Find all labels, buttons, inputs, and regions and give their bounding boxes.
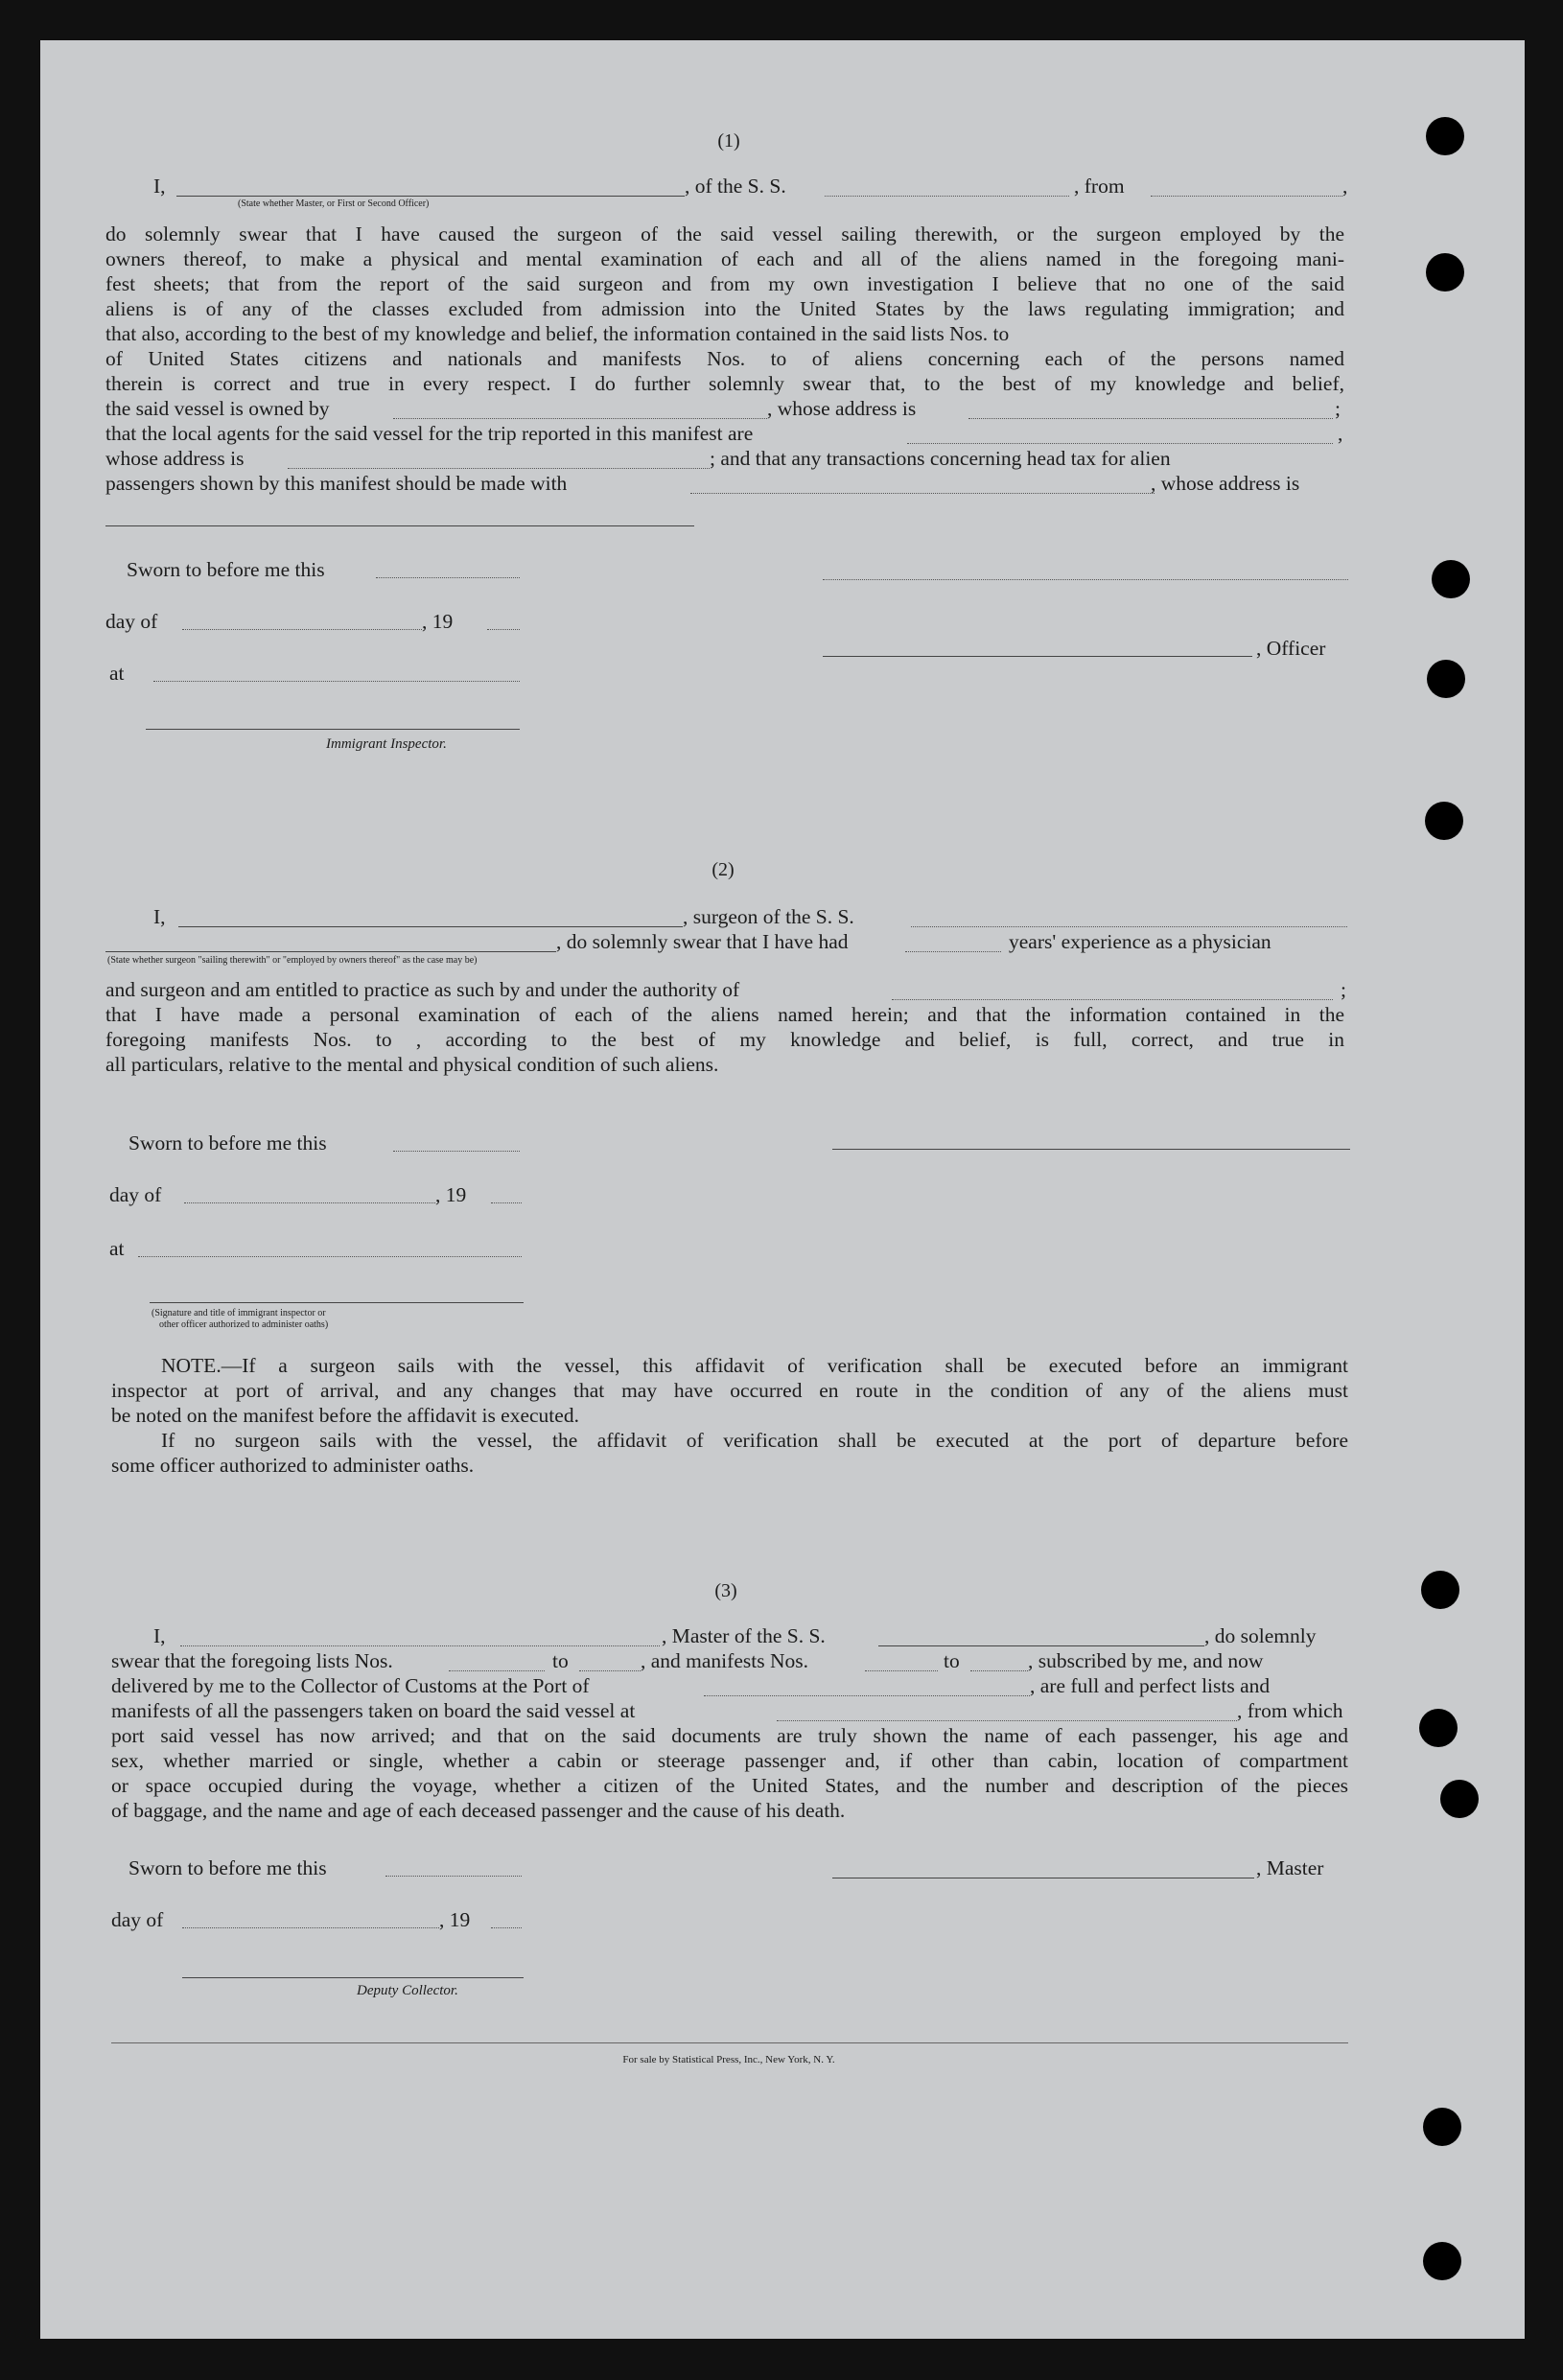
semicolon: ; bbox=[1335, 397, 1341, 420]
passengers-label: passengers shown by this manifest should be made with bbox=[105, 472, 568, 495]
oath-line-1: do solemnly swear that I have caused the surgeon of the said vessel sailing therewith, or the surgeon employed by the bbox=[105, 222, 1344, 245]
note-line-1: NOTE.—If a surgeon sails with the vessel, this affidavit of verification shall be executed before an immigrant bbox=[161, 1354, 1348, 1377]
delivered-label: delivered by me to the Collector of Customs at the Port of bbox=[111, 1674, 590, 1697]
at-line bbox=[138, 1256, 522, 1257]
day-line bbox=[184, 1202, 435, 1203]
from-port-line bbox=[1151, 196, 1342, 197]
year-line bbox=[487, 629, 520, 630]
oath-line-6: of United States citizens and nationals and manifests Nos. to of aliens concerning each of the persons named bbox=[105, 347, 1344, 370]
inspector-signature-line bbox=[150, 1302, 524, 1303]
i-label: I, bbox=[153, 175, 166, 198]
master-of-label: , Master of the S. S. bbox=[662, 1624, 826, 1647]
officer-label: , Officer bbox=[1256, 637, 1326, 660]
surgeon-signature-line bbox=[832, 1149, 1350, 1150]
agents-line bbox=[907, 443, 1333, 444]
authority-line bbox=[892, 999, 1333, 1000]
swear-lists-label: swear that the foregoing lists Nos. bbox=[111, 1649, 393, 1672]
oath-line-4: aliens is of any of the classes excluded from admission into the United States by the laws regulating immigration; and bbox=[105, 297, 1344, 320]
oath-line-5: that also, according to the best of my knowledge and belief, the information contained in the said lists Nos. to bbox=[105, 322, 1010, 345]
lists-from-line bbox=[449, 1670, 545, 1671]
master-vessel-line bbox=[878, 1645, 1204, 1646]
punch-hole bbox=[1426, 253, 1464, 292]
note2-line-1: If no surgeon sails with the vessel, the affidavit of verification shall be executed at the port of departure before bbox=[161, 1429, 1348, 1452]
manifests-all-label: manifests of all the passengers taken on board the said vessel at bbox=[111, 1699, 636, 1722]
from-which-label: , from which bbox=[1237, 1699, 1343, 1722]
day-line bbox=[182, 1927, 439, 1928]
sworn-line bbox=[376, 577, 520, 578]
year-label: , 19 bbox=[435, 1183, 467, 1206]
comma: , bbox=[1338, 422, 1343, 445]
head-tax-address-line bbox=[105, 525, 694, 526]
officer-name-line bbox=[176, 196, 685, 197]
solemnly-label: , do solemnly swear that I have had bbox=[556, 930, 849, 953]
whose-address-label: , whose address is bbox=[767, 397, 917, 420]
officer-caption: (State whether Master, or First or Second Officer) bbox=[238, 198, 430, 209]
day-of-label: day of bbox=[111, 1908, 164, 1931]
vessel-name-line bbox=[825, 196, 1069, 197]
embark-port-line bbox=[777, 1720, 1237, 1721]
day-line bbox=[182, 629, 422, 630]
surgeon-name-line bbox=[178, 926, 683, 927]
to-label: to bbox=[944, 1649, 960, 1672]
printer-credit: For sale by Statistical Press, Inc., New York, N. Y. bbox=[622, 2054, 835, 2065]
years-line bbox=[905, 951, 1001, 952]
inspector-caption: Immigrant Inspector. bbox=[326, 736, 447, 752]
comma: , bbox=[1342, 175, 1348, 198]
year-label: , 19 bbox=[422, 610, 454, 633]
punch-hole bbox=[1426, 117, 1464, 155]
at-label: at bbox=[109, 1237, 125, 1260]
manifests-to-line bbox=[970, 1670, 1028, 1671]
day-of-label: day of bbox=[109, 1183, 162, 1206]
owner-line bbox=[393, 418, 767, 419]
inspector-signature-line bbox=[146, 729, 520, 730]
master-oath-line-4: of baggage, and the name and age of each deceased passenger and the cause of his death. bbox=[111, 1799, 846, 1822]
punch-hole bbox=[1425, 802, 1463, 840]
section-number: (3) bbox=[714, 1580, 737, 1601]
oath-line-3: fest sheets; that from the report of the said surgeon and from my own investigation I believe that no one of the said bbox=[105, 272, 1344, 295]
note2-line-2: some officer authorized to administer oaths. bbox=[111, 1454, 475, 1477]
master-oath-line-1: port said vessel has now arrived; and that on the said documents are truly shown the name of each passenger, his age and bbox=[111, 1724, 1348, 1747]
collector-signature-line bbox=[182, 1977, 524, 1978]
footer-divider bbox=[111, 2042, 1348, 2043]
surgeon-vessel-line bbox=[911, 926, 1347, 927]
whose-address-label-2: whose address is bbox=[105, 447, 245, 470]
whose-address-label-3: , whose address is bbox=[1151, 472, 1300, 495]
punch-hole bbox=[1423, 2242, 1461, 2280]
signature-line bbox=[823, 579, 1348, 580]
punch-hole bbox=[1440, 1780, 1479, 1818]
year-line bbox=[491, 1927, 522, 1928]
port-line bbox=[704, 1695, 1030, 1696]
deputy-collector-caption: Deputy Collector. bbox=[357, 1983, 458, 1998]
owned-by-label: the said vessel is owned by bbox=[105, 397, 330, 420]
punch-hole bbox=[1419, 1709, 1458, 1747]
note-line-2: inspector at port of arrival, and any changes that may have occurred en route in the condition of any of the aliens must bbox=[111, 1379, 1348, 1402]
punch-hole bbox=[1427, 660, 1465, 698]
master-oath-line-2: sex, whether married or single, whether a cabin or steerage passenger and, if other than cabin, location of compartment bbox=[111, 1749, 1348, 1772]
note-line-3: be noted on the manifest before the affidavit is executed. bbox=[111, 1404, 579, 1427]
i-label: I, bbox=[153, 1624, 166, 1647]
year-label: , 19 bbox=[439, 1908, 471, 1931]
at-label: at bbox=[109, 662, 125, 685]
lists-to-line bbox=[579, 1670, 641, 1671]
surgeon-oath-line-2: foregoing manifests Nos. to , according to the best of my knowledge and belief, is full, correct, and true in bbox=[105, 1028, 1344, 1051]
punch-hole bbox=[1432, 560, 1470, 598]
surgeon-caption: (State whether surgeon "sailing therewith" or "employed by owners thereof" as the case may be) bbox=[107, 955, 478, 966]
oath-line-2: owners thereof, to make a physical and mental examination of each and all of the aliens named in the foregoing mani- bbox=[105, 247, 1344, 270]
of-ss-label: , of the S. S. bbox=[685, 175, 786, 198]
punch-hole bbox=[1423, 2108, 1461, 2146]
master-label: , Master bbox=[1256, 1856, 1324, 1879]
semicolon: ; bbox=[1341, 978, 1346, 1001]
and-manifests-label: , and manifests Nos. bbox=[641, 1649, 808, 1672]
day-of-label: day of bbox=[105, 610, 158, 633]
manifests-from-line bbox=[865, 1670, 938, 1671]
owner-address-line bbox=[968, 418, 1333, 419]
agents-address-line bbox=[288, 468, 710, 469]
years-label: years' experience as a physician bbox=[1009, 930, 1271, 953]
officer-signature-line bbox=[823, 656, 1252, 657]
from-label: , from bbox=[1074, 175, 1125, 198]
master-name-line bbox=[180, 1645, 660, 1646]
sworn-label: Sworn to before me this bbox=[128, 1856, 327, 1879]
oath-line-7: therein is correct and true in every respect. I do further solemnly swear that, to the best of my knowledge and belief, bbox=[105, 372, 1344, 395]
local-agents-label: that the local agents for the said vessel for the trip reported in this manifest are bbox=[105, 422, 754, 445]
authority-label: and surgeon and am entitled to practice as such by and under the authority of bbox=[105, 978, 740, 1001]
sworn-line bbox=[385, 1876, 522, 1877]
signature-caption-1: (Signature and title of immigrant inspector or bbox=[152, 1308, 326, 1318]
sworn-line bbox=[393, 1151, 520, 1152]
surgeon-of-label: , surgeon of the S. S. bbox=[683, 905, 854, 928]
section-number: (1) bbox=[717, 130, 740, 152]
section-number: (2) bbox=[712, 859, 735, 880]
punch-hole bbox=[1421, 1571, 1459, 1609]
head-tax-label: ; and that any transactions concerning head tax for alien bbox=[710, 447, 1171, 470]
year-line bbox=[491, 1202, 522, 1203]
master-oath-line-3: or space occupied during the voyage, whether a citizen of the United States, and the number and description of the pieces bbox=[111, 1774, 1348, 1797]
sworn-label: Sworn to before me this bbox=[127, 558, 325, 581]
signature-caption-2: other officer authorized to administer oaths) bbox=[159, 1319, 329, 1330]
subscribed-label: , subscribed by me, and now bbox=[1028, 1649, 1264, 1672]
do-solemnly-label: , do solemnly bbox=[1204, 1624, 1317, 1647]
head-tax-agent-line bbox=[690, 493, 1155, 494]
at-line bbox=[153, 681, 520, 682]
to-label: to bbox=[552, 1649, 569, 1672]
i-label: I, bbox=[153, 905, 166, 928]
full-perfect-label: , are full and perfect lists and bbox=[1030, 1674, 1271, 1697]
surgeon-oath-line-1: that I have made a personal examination of each of the aliens named herein; and that the information contained in the bbox=[105, 1003, 1344, 1026]
surgeon-oath-line-3: all particulars, relative to the mental and physical condition of such aliens. bbox=[105, 1053, 719, 1076]
surgeon-type-line bbox=[105, 951, 556, 952]
sworn-label: Sworn to before me this bbox=[128, 1132, 327, 1155]
